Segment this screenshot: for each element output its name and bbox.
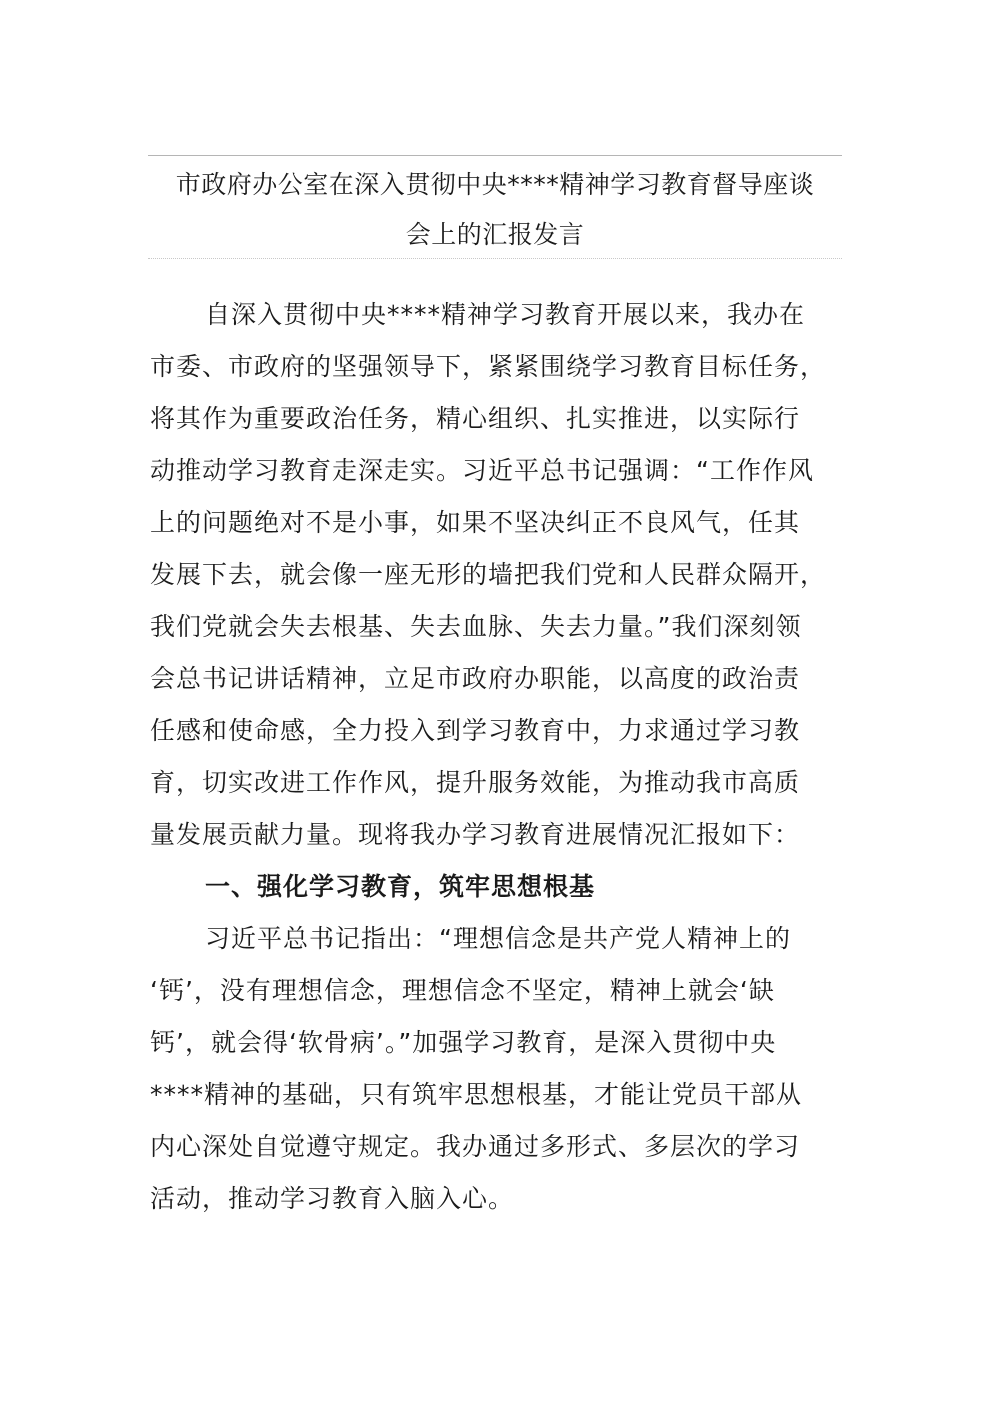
paragraph2-line: 钙’，就会得‘软骨病’。”加强学习教育，是深入贯彻中央 <box>150 1028 777 1057</box>
document-title <box>148 160 842 260</box>
paragraph1-line: 自深入贯彻中央****精神学习教育开展以来，我办在 <box>205 300 806 329</box>
paragraph1-line: 上的问题绝对不是小事，如果不坚决纠正不良风气，任其 <box>150 508 801 537</box>
title-bottom-rule <box>148 258 842 259</box>
section-heading: 一、强化学习教育，筑牢思想根基 <box>205 872 596 901</box>
paragraph2-line: 内心深处自觉遵守规定。我办通过多形式、多层次的学习 <box>150 1132 801 1161</box>
paragraph1-line: 量发展贡献力量。现将我办学习教育进展情况汇报如下： <box>150 820 801 849</box>
paragraph2-line: ‘钙’，没有理想信念，理想信念不坚定，精神上就会‘缺 <box>150 976 775 1005</box>
paragraph1-line: 动推动学习教育走深走实。习近平总书记强调：“工作作风 <box>150 456 814 485</box>
paragraph1-line: 任感和使命感，全力投入到学习教育中，力求通过学习教 <box>150 716 801 745</box>
paragraph1-line: 市委、市政府的坚强领导下，紧紧围绕学习教育目标任务， <box>150 352 827 381</box>
paragraph1-line: 发展下去，就会像一座无形的墙把我们党和人民群众隔开， <box>150 560 827 589</box>
paragraph2-line: 习近平总书记指出：“理想信念是共产党人精神上的 <box>205 924 791 953</box>
paragraph2-line: ****精神的基础，只有筑牢思想根基，才能让党员干部从 <box>150 1080 803 1109</box>
paragraph2-line: 活动，推动学习教育入脑入心。 <box>150 1184 515 1213</box>
paragraph1-line: 会总书记讲话精神，立足市政府办职能，以高度的政治责 <box>150 664 801 693</box>
title-line-1: 市政府办公室在深入贯彻中央****精神学习教育督导座谈 <box>175 170 815 199</box>
paragraph1-line: 育，切实改进工作作风，提升服务效能，为推动我市高质 <box>150 768 801 797</box>
title-line-2: 会上的汇报发言 <box>405 220 585 249</box>
paragraph1-line: 我们党就会失去根基、失去血脉、失去力量。”我们深刻领 <box>150 612 802 641</box>
paragraph1-line: 将其作为重要政治任务，精心组织、扎实推进，以实际行 <box>150 404 801 433</box>
title-top-rule <box>148 155 842 156</box>
